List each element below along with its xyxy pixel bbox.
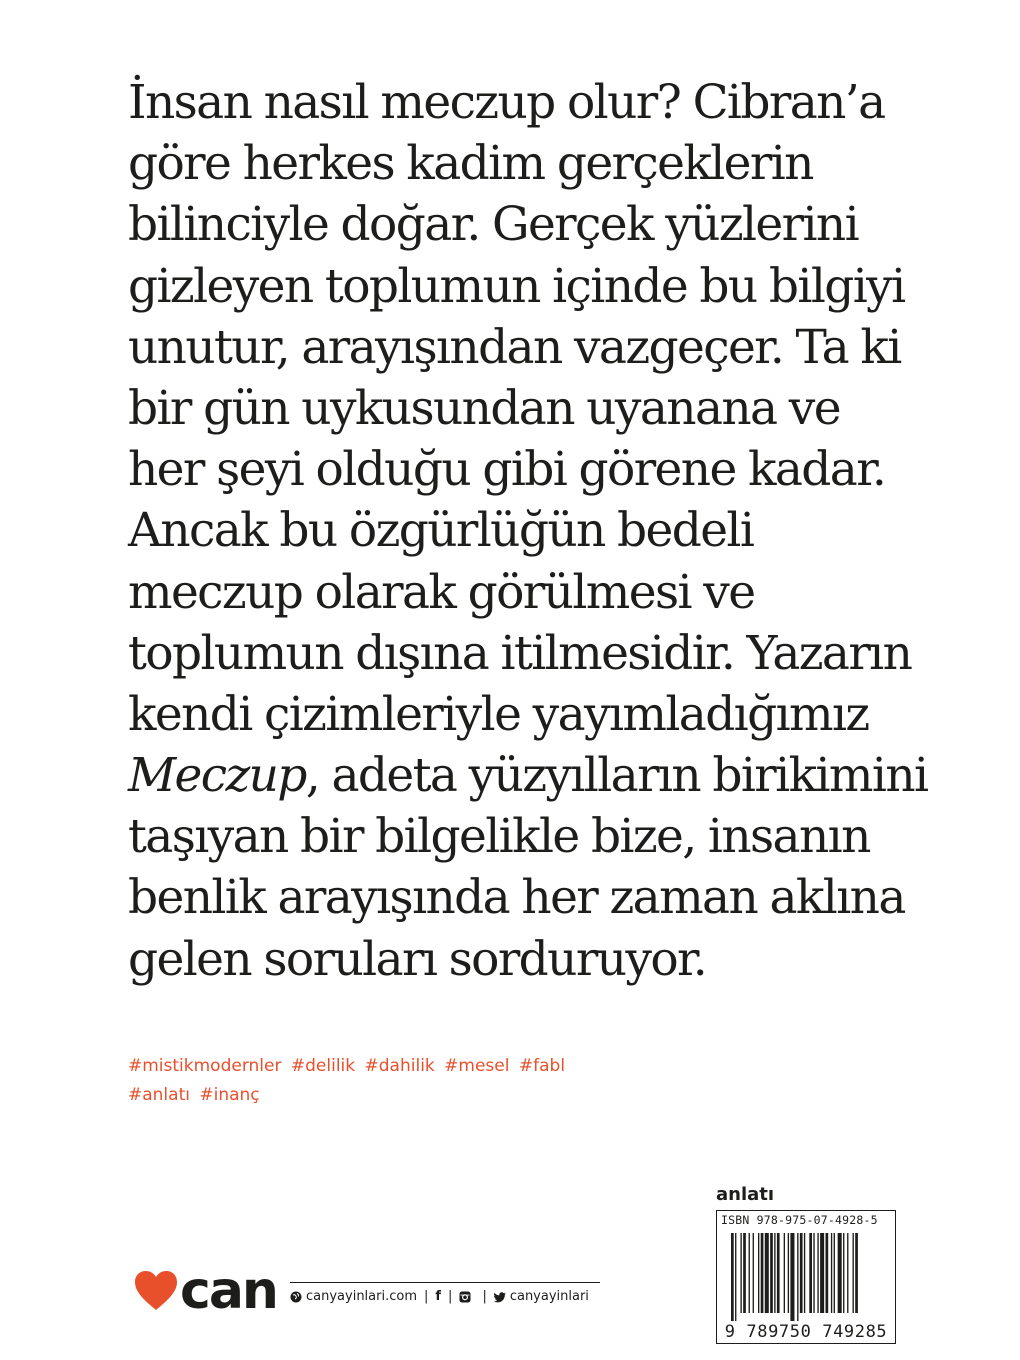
barcode-bar [765, 1233, 769, 1313]
facebook-icon[interactable]: f [435, 1289, 442, 1304]
blurb-line: bir gün uykusundan uyanana ve [128, 380, 840, 436]
barcode-box [716, 1210, 896, 1344]
genre-label: anlatı [716, 1184, 775, 1205]
hashtag: #fabl [518, 1056, 566, 1076]
blurb-line: unutur, arayışından vazgeçer. Ta ki [128, 319, 901, 375]
barcode-bar [790, 1233, 794, 1321]
barcode-bar [847, 1233, 848, 1313]
barcode-bar [800, 1233, 803, 1313]
hashtag: #mistikmodernler [128, 1056, 282, 1076]
barcode-bar [813, 1233, 814, 1313]
barcode-bar [826, 1233, 829, 1313]
barcode-bar [740, 1233, 741, 1313]
hashtag-line [128, 1052, 569, 1081]
blurb-line: gelen soruları sorduruyor. [128, 931, 707, 987]
isbn-block [716, 1184, 896, 1344]
barcode-bar [777, 1233, 780, 1313]
blurb-line-with-title [128, 745, 988, 806]
blurb-line: her şeyi olduğu gibi görene kadar. [128, 442, 886, 498]
blurb-line: gizleyen toplumun içinde bu bilgiyi [128, 258, 905, 314]
blurb-line: toplumun dışına itilmesidir. Yazarın [128, 625, 912, 681]
divider: | [482, 1289, 487, 1304]
barcode-bar [749, 1233, 750, 1313]
globe-icon [290, 1291, 302, 1303]
barcode-bar [758, 1233, 759, 1313]
barcode-bar [753, 1233, 754, 1313]
barcode-bar [761, 1233, 764, 1313]
barcode-bar [735, 1233, 736, 1321]
back-cover-blurb [128, 72, 988, 990]
barcode-bar [804, 1233, 805, 1313]
divider: | [424, 1289, 429, 1304]
barcode-bar [855, 1233, 858, 1313]
hashtag: #mesel [444, 1056, 510, 1076]
hashtags [128, 1052, 569, 1110]
blurb-line: taşıyan bir bilgelikle bize, insanın [128, 809, 870, 865]
website-link[interactable]: canyayinlari.com [306, 1289, 417, 1304]
barcode-bar [809, 1233, 812, 1313]
blurb-line: Ancak bu özgürlüğün bedeli [128, 503, 754, 559]
publisher-wordmark: can [180, 1261, 277, 1321]
barcode-bar [743, 1233, 746, 1313]
hashtag: #anlatı [128, 1085, 190, 1105]
barcode-bar [731, 1233, 734, 1321]
barcode-bar [853, 1233, 854, 1313]
blurb-line: göre herkes kadim gerçeklerin [128, 136, 813, 192]
barcode-bar [788, 1233, 789, 1313]
barcode-bar [831, 1233, 832, 1313]
publisher-socials [290, 1282, 600, 1304]
blurb-line: kendi çizimleriyle yayımladığımız [128, 686, 869, 742]
twitter-handle[interactable]: canyayinlari [509, 1289, 589, 1304]
barcode-digits: 9 789750 749285 [724, 1322, 888, 1342]
barcode-bar [774, 1233, 775, 1313]
hashtag: #inanç [199, 1085, 260, 1105]
blurb-line: İnsan nasıl meczup olur? Cibran’a [128, 75, 885, 130]
barcode-bar [834, 1233, 835, 1313]
heart-icon [134, 1270, 178, 1312]
instagram-icon[interactable] [459, 1291, 471, 1303]
publisher-logo [134, 1261, 277, 1321]
hashtag-line [128, 1081, 569, 1110]
barcode-bar [838, 1233, 842, 1313]
blurb-line-remainder: , adeta yüzyılların birikimini [305, 748, 928, 804]
barcode-bar [784, 1233, 785, 1313]
barcode-bar [817, 1233, 818, 1313]
blurb-line: meczup olarak görülmesi ve [128, 564, 755, 620]
blurb-line: benlik arayışında her zaman aklına [128, 870, 905, 926]
barcode [717, 1229, 895, 1343]
barcode-bar [820, 1233, 824, 1313]
blurb-line: bilinciyle doğar. Gerçek yüzlerini [128, 197, 859, 253]
twitter-icon[interactable] [494, 1291, 506, 1303]
barcode-bar [843, 1233, 844, 1313]
barcode-bar [797, 1233, 798, 1321]
barcode-bar [770, 1233, 773, 1313]
book-title-italic: Meczup [128, 748, 306, 804]
hashtag: #dahilik [364, 1056, 435, 1076]
hashtag: #delilik [290, 1056, 356, 1076]
divider: | [448, 1289, 453, 1304]
isbn-label: ISBN 978-975-07-4928-5 [721, 1213, 878, 1227]
